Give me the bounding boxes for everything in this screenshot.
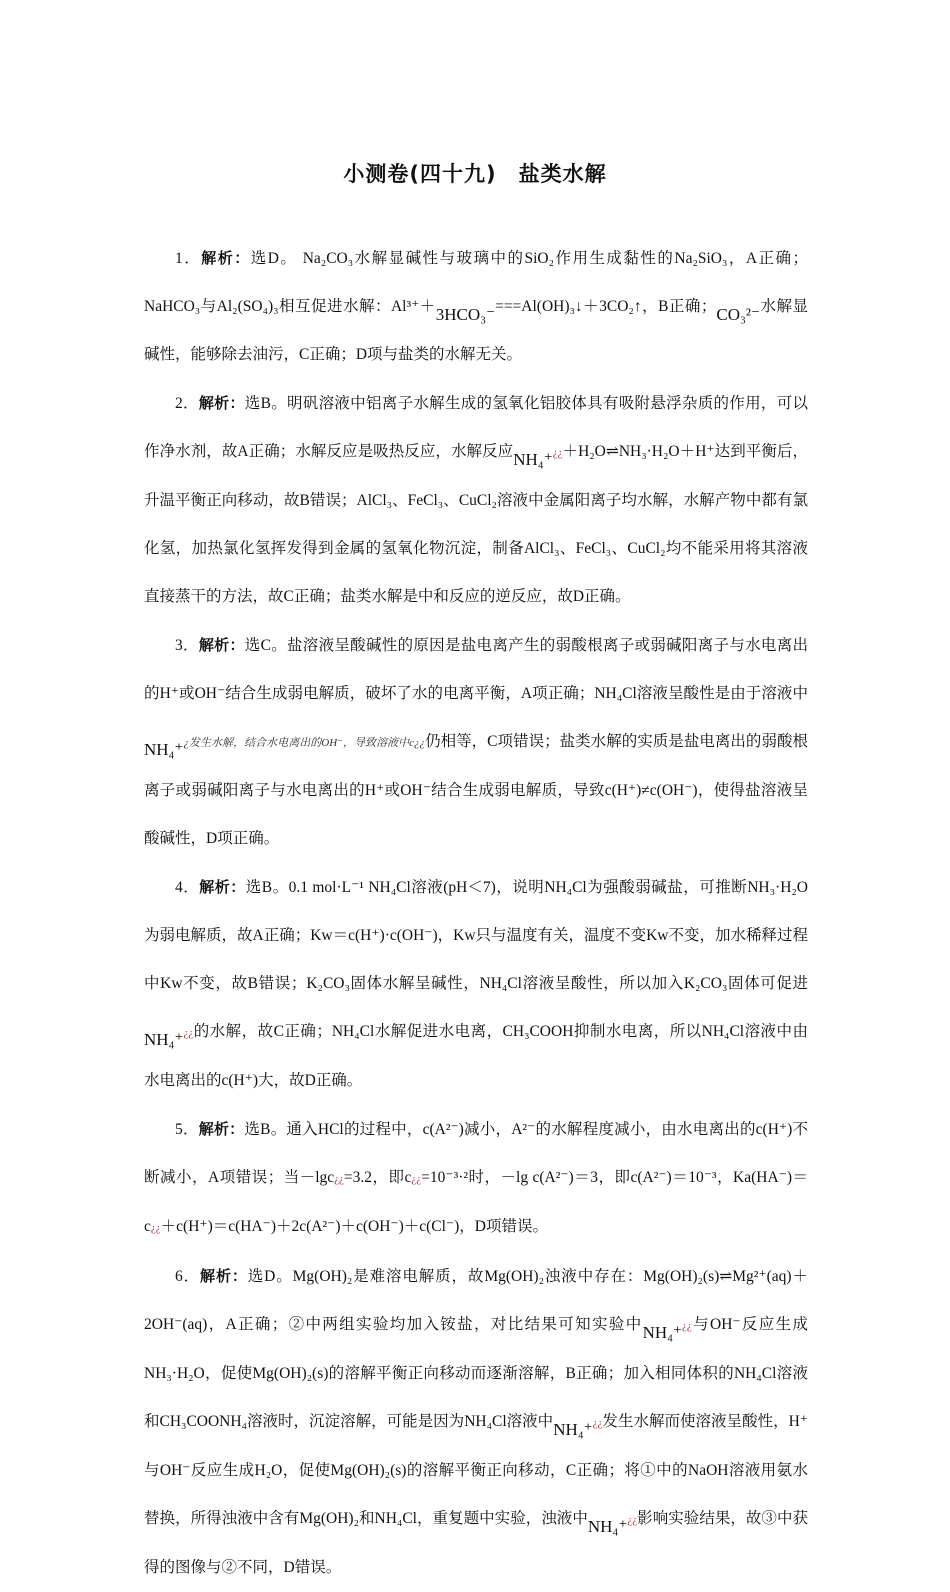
ion-formula: NH₄⁺ [587,1517,628,1536]
item-text: ＋c(H⁺)＝c(HA⁻)＋2c(A²⁻)＋c(OH⁻)＋c(Cl⁻)，D项错误。 [160,1218,548,1235]
ion-formula: NH₄⁺ [642,1323,683,1342]
item-number: 4． [175,879,200,896]
garbled-glyph: ¿¿ [552,447,563,459]
analysis-label: 解析： [198,1120,245,1138]
answer-item-3 [144,621,808,863]
item-text: 选D。Mg(OH)₂是难溶电解质，故Mg(OH)₂浊液中存在：Mg(OH)₂(s)⇌Mg²⁺(aq)＋2OH⁻(aq)，A正确；②中两组实验均加入铵盐，对比结果可知实验中 [144,1268,808,1333]
answer-item-1 [144,234,808,379]
item-text: 影响实验结果，故③中获得的图像与②不同，D错误。 [144,1510,808,1576]
item-text: ===Al(OH)₃↓＋3CO₂↑，B正确； [495,298,717,315]
item-text: 选B。通入HCl的过程中，c(A²⁻)减小，A²⁻的水解程度减小，由水电离出的c(H⁺)不断减小，A项错误；当－lgc [144,1121,808,1186]
item-text: 选D。 Na₂CO₃水解显碱性与玻璃中的SiO₂作用生成黏性的Na₂SiO₃，A正确；NaHCO₃与Al₂(SO₄)₃相互促进水解：Al³⁺＋ [144,250,808,315]
garbled-glyph: ¿¿ [592,1417,603,1429]
answer-item-4 [144,863,808,1105]
answer-item-2 [144,379,808,621]
item-text: 选C。盐溶液呈酸碱性的原因是盐电离产生的弱酸根离子或弱碱阳离子与水电离出的H⁺或OH⁻结合生成弱电解质，破坏了水的电离平衡，A项正确；NH₄Cl溶液呈酸性是由于溶液中 [144,637,808,702]
item-text: ＋H₂O⇌NH₃·H₂O＋H⁺达到平衡后，升温平衡正向移动，故B错误；AlCl₃、FeCl₃、CuCl₂溶液中金属阳离子均水解，水解产物中都有氯化氢，加热氯化氢挥发得到金属的氢氧化物沉淀，制备AlCl₃、FeCl₃、CuCl₂均不能采用将其溶液直接蒸干的方法，故C正确；盐类水解是中和反应的逆反应，故D正确。 [144,443,808,605]
item-number: 3． [175,637,199,654]
ion-formula: NH₄⁺ [144,740,184,759]
garbled-glyph: ¿¿ [627,1514,638,1526]
answer-item-6 [144,1252,808,1592]
analysis-label: 解析： [200,1267,248,1285]
answer-item-5 [144,1105,808,1252]
item-text: 选B。明矾溶液中铝离子水解生成的氢氧化铝胶体具有吸附悬浮杂质的作用，可以作净水剂，故A正确；水解反应是吸热反应，水解反应 [144,395,808,460]
analysis-label: 解析： [198,636,245,654]
garbled-glyph: ¿¿ [183,1027,194,1039]
item-text: 仍相等，C项错误；盐类水解的实质是盐电离出的弱酸根离子或弱碱阳离子与水电离出的H⁺或OH⁻结合生成弱电解质，导致c(H⁺)≠c(OH⁻)，使得盐溶液呈酸碱性，D项正确。 [144,733,809,847]
ion-formula: NH₄⁺ [553,1420,593,1439]
item-text: =3.2，即c [343,1169,412,1186]
item-number: 5． [175,1121,199,1138]
item-text: =10⁻³·²时，－lg c(A²⁻)＝3，即c(A²⁻)＝10⁻³，Ka(HA⁻)＝c [144,1169,808,1235]
item-number: 6． [175,1268,201,1285]
item-number: 1． [175,250,202,267]
garbled-glyph: ¿¿ [334,1173,344,1185]
item-number: 2． [175,395,199,412]
ion-formula: NH₄⁺ [144,1030,184,1049]
ion-formula: NH₄⁺ [513,450,553,469]
item-text: 的水解，故C正确；NH₄Cl水解促进水电离，CH₃COOH抑制水电离，所以NH₄Cl溶液中由水电离出的c(H⁺)大，故D正确。 [144,1023,808,1089]
analysis-label: 解析： [199,878,246,896]
garbled-glyph: ¿¿ [150,1222,161,1234]
item-text: 水解显碱性，能够除去油污，C正确；D项与盐类的水解无关。 [144,298,808,363]
analysis-label: 解析： [201,249,251,267]
garbled-glyph: ¿¿ [682,1320,692,1332]
item-text: 与OH⁻反应生成NH₃·H₂O，促使Mg(OH)₂(s)的溶解平衡正向移动而逐渐溶解，B正确；加入相同体积的NH₄Cl溶液和CH₃COONH₄溶液时，沉淀溶解，可能是因为NH₄Cl溶液中 [144,1316,808,1430]
ion-formula: 3HCO₃⁻ [435,305,496,324]
analysis-label: 解析： [198,394,245,412]
answer-body [144,234,808,1592]
item-text: 发生水解而使溶液呈酸性，H⁺与OH⁻反应生成H₂O，促使Mg(OH)₂(s)的溶解平衡正向移动，C正确；将①中的NaOH溶液用氨水替换，所得浊液中含有Mg(OH)₂和NH₄Cl，重复题中实验，浊液中 [144,1413,808,1527]
garbled-glyph: ¿¿ [411,1173,422,1185]
small-inline-note: ¿发生水解，结合水电离出的OH⁻，导致溶液中c¿¿ [183,737,426,749]
ion-formula: CO₃²⁻ [716,305,761,324]
item-text: 选B。0.1 mol·L⁻¹ NH₄Cl溶液(pH＜7)，说明NH₄Cl为强酸弱碱盐，可推断NH₃·H₂O为弱电解质，故A正确；Kw＝c(H⁺)·c(OH⁻)，Kw只与温度有关，温度不变Kw不变，加水稀释过程中Kw不变，故B错误；K₂CO₃固体水解呈碱性，NH₄Cl溶液呈酸性，所以加入K₂CO₃固体可促进 [144,879,808,992]
page-title: 小测卷(四十九) 盐类水解 [343,162,607,186]
